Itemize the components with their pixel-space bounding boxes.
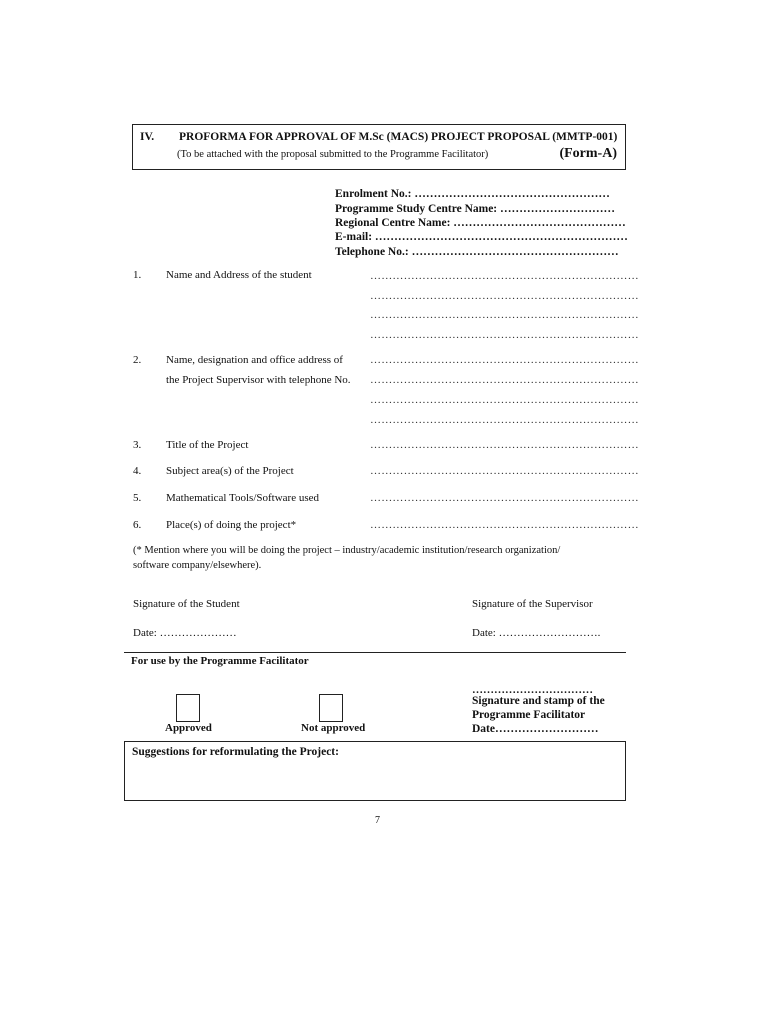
email-field[interactable]: E-mail: ………………………………………………………… — [335, 231, 628, 243]
fill-line-place[interactable]: ……………………………………………………………… — [370, 519, 639, 531]
facilitator-signature-line[interactable]: …………………………… — [472, 684, 593, 696]
fill-line-student-4[interactable]: ……………………………………………………………… — [370, 329, 639, 341]
field-label-student-name: Name and Address of the student — [166, 269, 312, 281]
field-label-project-title: Title of the Project — [166, 439, 249, 451]
fill-line-student-2[interactable]: ……………………………………………………………… — [370, 290, 639, 302]
form-label: (Form-A) — [559, 146, 617, 161]
footnote-line-2: software company/elsewhere). — [133, 560, 262, 571]
field-number-6: 6. — [133, 519, 142, 531]
not-approved-checkbox[interactable] — [319, 694, 343, 722]
approved-checkbox[interactable] — [176, 694, 200, 722]
study-centre-field[interactable]: Programme Study Centre Name: ………………………… — [335, 203, 616, 215]
form-subtitle: (To be attached with the proposal submitted to the Programme Facilitator) — [177, 149, 489, 160]
fill-line-subject-area[interactable]: ……………………………………………………………… — [370, 465, 639, 477]
form-header-box — [132, 124, 626, 170]
fill-line-supervisor-3[interactable]: ……………………………………………………………… — [370, 394, 639, 406]
footnote-line-1: (* Mention where you will be doing the project – industry/academic institution/research organization/ — [133, 545, 561, 556]
not-approved-label: Not approved — [301, 722, 366, 734]
facilitator-title-label: Programme Facilitator — [472, 709, 586, 721]
field-label-place: Place(s) of doing the project* — [166, 519, 297, 531]
field-label-subject-area: Subject area(s) of the Project — [166, 465, 294, 477]
fill-line-project-title[interactable]: ……………………………………………………………… — [370, 439, 639, 451]
supervisor-signature-label: Signature of the Supervisor — [472, 598, 593, 610]
regional-centre-field[interactable]: Regional Centre Name: ……………………………………… — [335, 217, 626, 229]
suggestions-box[interactable] — [124, 741, 626, 801]
student-signature-label: Signature of the Student — [133, 598, 240, 610]
field-number-1: 1. — [133, 269, 142, 281]
field-number-2: 2. — [133, 354, 142, 366]
field-number-4: 4. — [133, 465, 142, 477]
section-number: IV. — [140, 131, 155, 143]
field-label-supervisor-cont: the Project Supervisor with telephone No. — [166, 374, 351, 386]
fill-line-supervisor-4[interactable]: ……………………………………………………………… — [370, 414, 639, 426]
fill-line-student-1[interactable]: ……………………………………………………………… — [370, 270, 639, 282]
facilitator-heading: For use by the Programme Facilitator — [131, 655, 309, 667]
field-number-3: 3. — [133, 439, 142, 451]
page-number: 7 — [375, 815, 380, 826]
field-label-supervisor: Name, designation and office address of — [166, 354, 343, 366]
field-label-tools: Mathematical Tools/Software used — [166, 492, 319, 504]
suggestions-label: Suggestions for reformulating the Project: — [132, 746, 339, 758]
fill-line-supervisor-1[interactable]: ……………………………………………………………… — [370, 354, 639, 366]
student-date-field[interactable]: Date: ………………… — [133, 627, 237, 639]
fill-line-tools[interactable]: ……………………………………………………………… — [370, 492, 639, 504]
enrolment-field[interactable]: Enrolment No.: …………………………………………… — [335, 188, 610, 200]
facilitator-signature-label: Signature and stamp of the — [472, 695, 605, 707]
fill-line-supervisor-2[interactable]: ……………………………………………………………… — [370, 374, 639, 386]
telephone-field[interactable]: Telephone No.: ……………………………………………… — [335, 246, 619, 258]
fill-line-student-3[interactable]: ……………………………………………………………… — [370, 309, 639, 321]
supervisor-date-field[interactable]: Date: ………………………. — [472, 627, 601, 639]
section-divider — [124, 652, 626, 653]
field-number-5: 5. — [133, 492, 142, 504]
approved-label: Approved — [165, 722, 212, 734]
facilitator-date-field[interactable]: Date……………………… — [472, 723, 599, 735]
form-title: PROFORMA FOR APPROVAL OF M.Sc (MACS) PROJECT PROPOSAL (MMTP-001) — [179, 131, 618, 143]
